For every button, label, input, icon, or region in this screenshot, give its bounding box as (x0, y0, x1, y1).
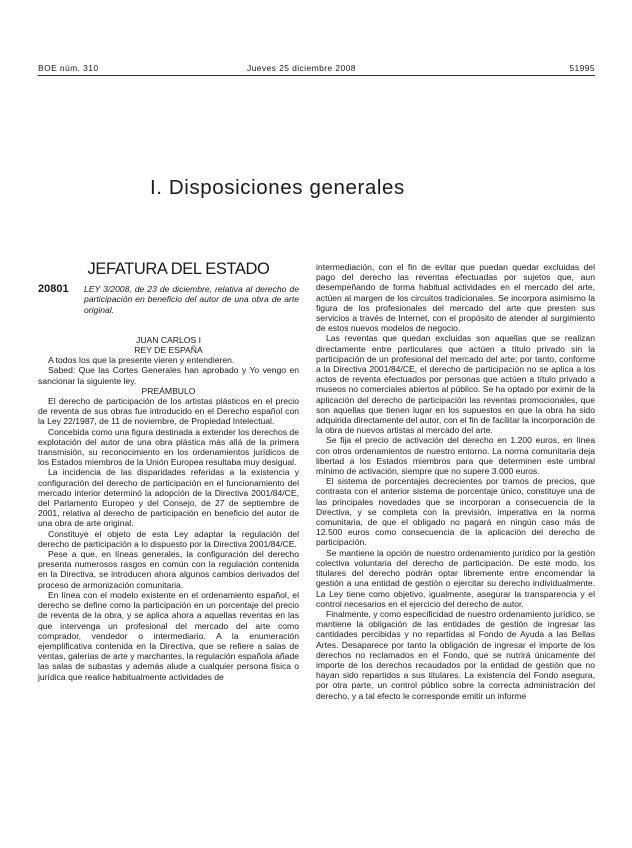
heading-jefatura: JEFATURA DEL ESTADO (87, 260, 270, 278)
right-column (316, 262, 595, 701)
body-paragraph: Pese a que, en líneas generales, la configuración del derecho presenta numerosos rasgos en común con la regulación contenida en la Directiva, se introducen ahora algunos cambios derivados del proceso de armonización comunitaria. (38, 549, 299, 590)
left-column (38, 262, 299, 682)
body-paragraph: intermediación, con el fin de evitar que puedan quedar excluidas del pago del derecho las reventas efectuadas por sujetos que, aun desempeñando de forma habitual actividades en el mercado del arte, actúen al margen de los circuitos tradicionales. Se incorpora asimismo la figura de los profesionales del mercado del arte que presten sus servicios a través de Internet, con el propósito de atender al surgimiento de estos nuevos modelos de negocio. (316, 262, 595, 334)
king-title: REY DE ESPAÑA (134, 345, 203, 356)
body-paragraph: Se mantiene la opción de nuestro ordenamiento jurídico por la gestión colectiva voluntaria del derecho de participación. De este modo, los titulares del derecho podrán optar libremente entre encomendar la gestión a una entidad de gestión o ejercitar su derecho individualmente. La Ley tiene como objetivo, igualmente, asegurar la transparencia y el control necesarios en el ejercicio del derecho de autor. (316, 547, 595, 609)
body-paragraph: El derecho de participación de los artistas plásticos en el precio de reventa de sus obras fue introducido en el Derecho español con la Ley 22/1987, de 11 de noviembre, de Propiedad Intelectual. (38, 396, 299, 427)
header-journal: BOE núm. 310 (38, 63, 99, 73)
intro-paragraph: Sabed: Que las Cortes Generales han aprobado y Yo vengo en sancionar la siguiente ley. (38, 365, 299, 386)
law-entry (38, 284, 299, 315)
body-paragraph: Concebida como una figura destinada a extender los derechos de explotación del autor de una obra plástica más allá de la primera transmisión, su reconocimiento en los ordenamientos jurídicos de los Estados miembros de la Unión Europea resultaba muy desigual. (38, 426, 299, 468)
body-paragraph: Finalmente, y como especificidad de nuestro ordenamiento jurídico, se mantiene la obligación de las entidades de gestión de ingresar las cantidades percibidas y no repartidas al Fondo de Ayuda a las Bellas Artes. Desaparece por tanto la obligación de ingresar el importe de los derechos no reclamados en el Fondo, que se nutrirá únicamente del importe de los derechos recaudados por la entidad de gestión que no hayan sido repartidos a sus titulares. La existencia del Fondo asegura, por otra parte, un control público sobre la correcta administración del derecho, y a tal efecto le corresponde emitir un informe (316, 608, 595, 701)
law-title: LEY 3/2008, de 23 de diciembre, relativa al derecho de participación en beneficio del autor de una obra de arte original. (84, 284, 299, 315)
body-paragraph: El sistema de porcentajes decrecientes por tramos de precios, que contrasta con el anterior sistema de porcentaje único, constituye una de las principales novedades que se incorporan a consecuencia de la Directiva, y se completa con la previsión, imperativa en la norma comunitaria, de que el obligado no pagará en ningún caso más de 12.500 euros como consecuencia de la aplicación del derecho de participación. (316, 476, 595, 548)
body-paragraph: Se fija el precio de activación del derecho en 1.200 euros, en línea con otros ordenamientos de nuestro entorno. La norma comunitaria deja libertad a los Estados miembros para que determinen este umbral mínimo de activación, siempre que no supere 3.000 euros. (316, 435, 595, 477)
body-paragraph: La incidencia de las disparidades referidas a la existencia y configuración del derecho de participación en el funcionamiento del mercado interior determinó la adopción de la Directiva 2001/84/CE, del Parlamento Europeo y del Consejo, de 27 de septiembre de 2001, relativa al derecho de participación en beneficio del autor de una obra de arte original. (38, 467, 299, 529)
header-rule (38, 75, 595, 76)
preamble-heading: PREÁMBULO (141, 385, 196, 396)
header-page-number: 51995 (569, 63, 595, 73)
body-paragraph: Las reventas que quedan excluidas son aquellas que se realizan directamente entre particulares que actúen a título privado sin la participación de un profesional del mercado del arte; por tanto, conforme a la Directiva 2001/84/CE, el derecho de participación no se aplica a los actos de reventa efectuados por personas que actúen a título privado a museos no comerciales abiertos al público. Se ha optado por eximir de la aplicación del derecho de participación las reventas promocionales, que son aquellas que tienen lugar en los supuestos en que la obra ha sido adquirida directamente del autor, con el fin de facilitar la incorporación de la obra de nuevos artistas al mercado del arte. (316, 333, 595, 436)
section-title: I. Disposiciones generales (150, 176, 405, 199)
intro-paragraph: A todos los que la presente vieren y entendieren. (48, 355, 235, 366)
body-paragraph: En línea con el modelo existente en el ordenamiento español, el derecho se define como la participación en un porcentaje del precio de reventa de la obra, y se aplica ahora a aquellas reventas en las que intervenga un profesional del mercado del arte como comprador, vendedor o intermediario. A la enumeración ejemplificativa contenida en la Directiva, que se refiere a salas de ventas, galerías de arte y marchantes, la regulación española añade las salas de subastas y además alude a cualquier persona física o jurídica que realice habitualmente actividades de (38, 589, 299, 682)
king-name: JUAN CARLOS I (136, 334, 201, 345)
body-paragraph: Constituye el objeto de esta Ley adaptar la regulación del derecho de participación a lo dispuesto por la Directiva 2001/84/CE. (38, 528, 299, 549)
law-number: 20801 (38, 283, 69, 296)
header-date: Jueves 25 diciembre 2008 (247, 63, 356, 73)
